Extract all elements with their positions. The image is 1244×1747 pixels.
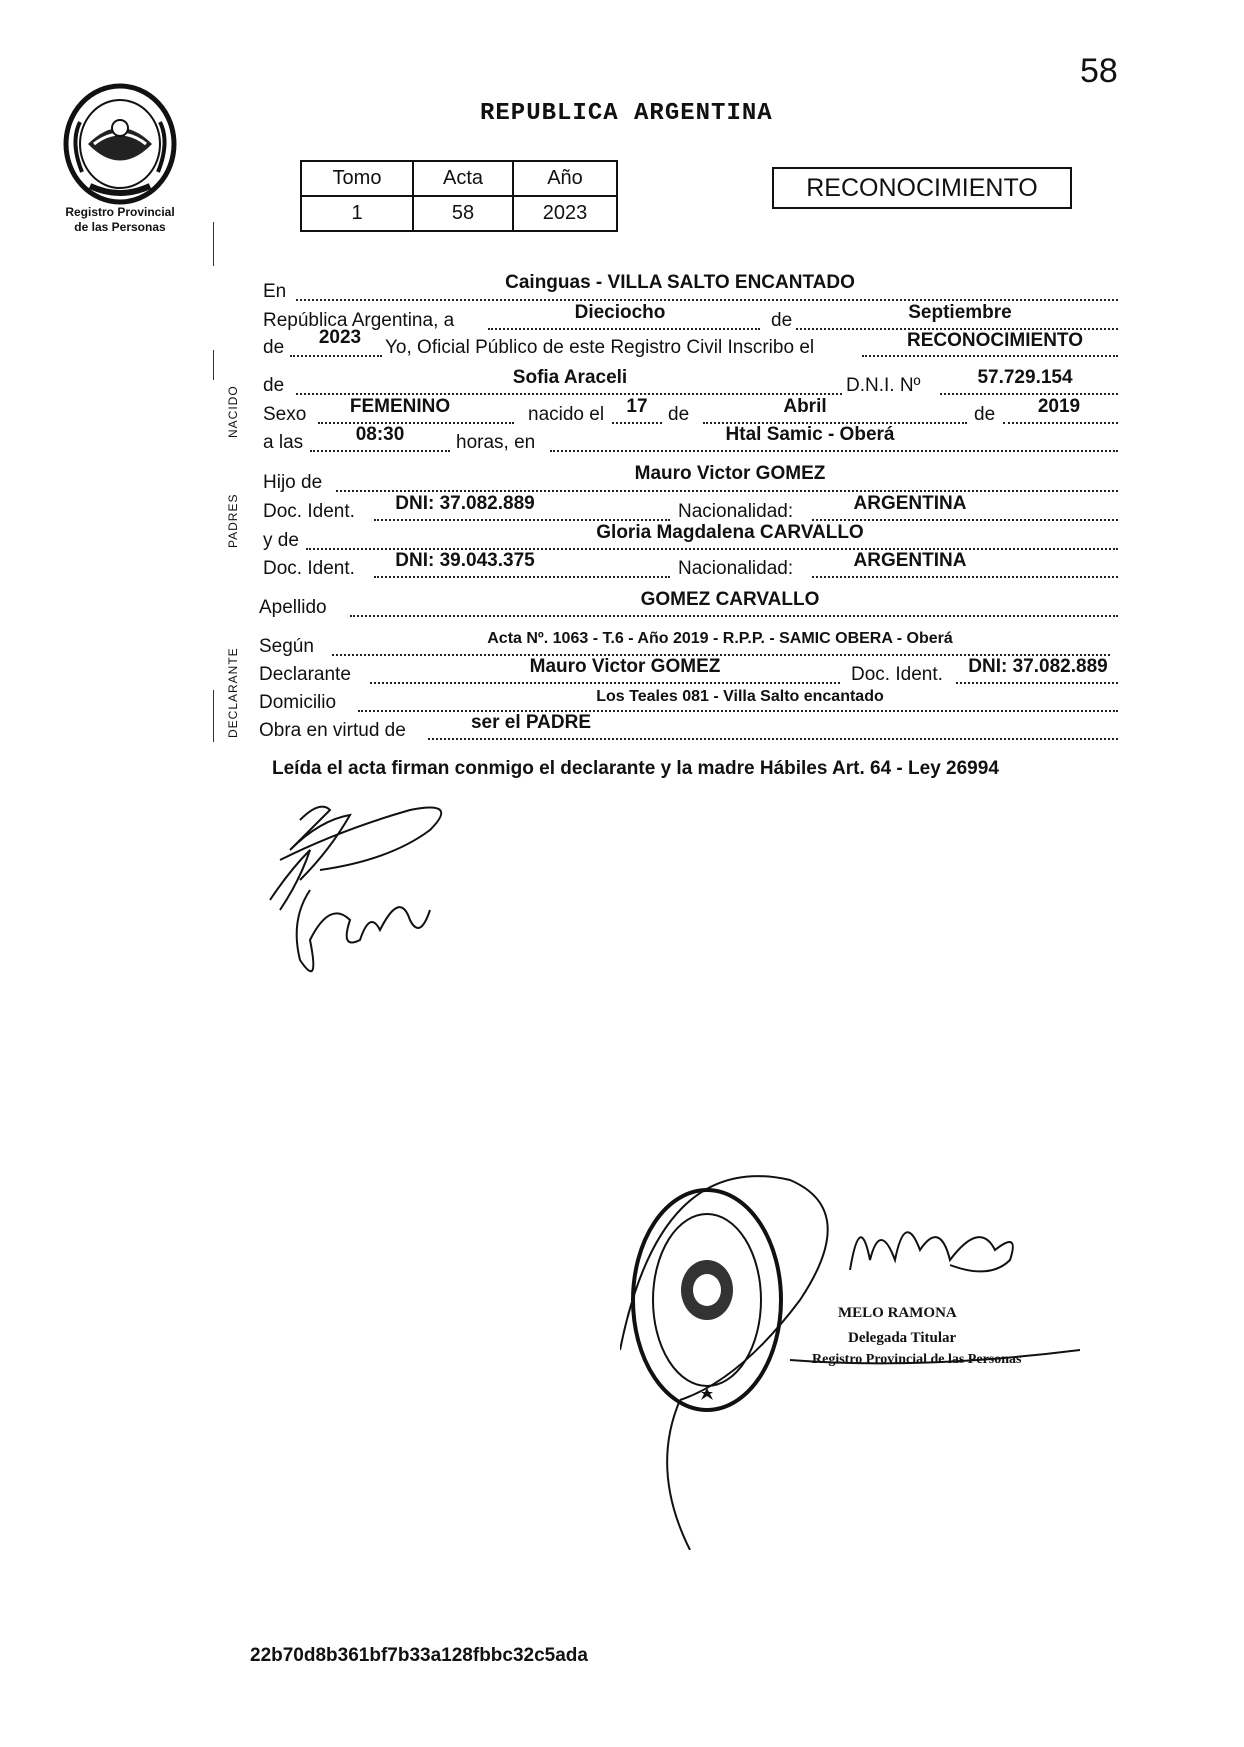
- misiones-coat-of-arms-logo: [60, 82, 180, 212]
- segun-value: Acta Nº. 1063 - T.6 - Año 2019 - R.P.P. - SAMIC OBERA - Oberá: [487, 630, 953, 647]
- apellido-label: Apellido: [259, 597, 327, 618]
- dotted-line: [1003, 422, 1118, 424]
- dotted-line: [336, 490, 1118, 492]
- dotted-line: [812, 519, 1118, 521]
- dotted-line: [612, 422, 662, 424]
- alas-label: a las: [263, 432, 304, 453]
- month-value: Septiembre: [908, 302, 1012, 323]
- official-office: Registro Provincial de las Personas: [812, 1352, 1022, 1367]
- mother-nat-value: ARGENTINA: [853, 550, 967, 571]
- hijo-label: Hijo de: [263, 472, 323, 493]
- day-value: Dieciocho: [574, 302, 666, 323]
- dotted-line: [488, 328, 760, 330]
- sexo-label: Sexo: [263, 404, 307, 425]
- birth-de-label: de: [668, 404, 690, 425]
- dotted-line: [296, 393, 842, 395]
- birth-month-value: Abril: [783, 396, 827, 417]
- value-tomo: 1: [301, 196, 413, 231]
- obra-value: ser el PADRE: [470, 712, 592, 733]
- closing-statement: Leída el acta firman conmigo el declarante y la madre Hábiles Art. 64 - Ley 26994: [272, 758, 999, 779]
- official-role: Delegada Titular: [848, 1330, 957, 1346]
- declarante-value: Mauro Victor GOMEZ: [529, 656, 721, 677]
- apellido-value: GOMEZ CARVALLO: [640, 589, 820, 610]
- domicilio-value: Los Teales 081 - Villa Salto encantado: [596, 688, 884, 705]
- father-doc-label: Doc. Ident.: [263, 501, 355, 522]
- dotted-line: [940, 393, 1118, 395]
- yde-label: y de: [263, 530, 299, 551]
- father-name-value: Mauro Victor GOMEZ: [634, 463, 826, 484]
- logo-caption: Registro Provincial de las Personas: [65, 205, 175, 234]
- mother-name-value: Gloria Magdalena CARVALLO: [596, 522, 864, 543]
- dotted-line: [812, 576, 1118, 578]
- mother-doc-label: Doc. Ident.: [263, 558, 355, 579]
- declarante-doc-value: DNI: 37.082.889: [968, 656, 1108, 677]
- dotted-line: [956, 682, 1118, 684]
- segun-label: Según: [259, 636, 314, 657]
- horas-label: horas, en: [456, 432, 536, 453]
- official-name: MELO RAMONA: [838, 1305, 957, 1321]
- mother-nat-label: Nacionalidad:: [678, 558, 794, 579]
- obra-label: Obra en virtud de: [259, 720, 406, 741]
- child-dni-value: 57.729.154: [977, 367, 1073, 388]
- declarante-doc-label: Doc. Ident.: [851, 664, 943, 685]
- dotted-line: [370, 682, 840, 684]
- section-label-padres: PADRES: [226, 493, 240, 548]
- dotted-line: [374, 519, 670, 521]
- page-number: 58: [1080, 52, 1118, 90]
- dotted-line: [862, 355, 1118, 357]
- dotted-line: [374, 576, 670, 578]
- registry-header-row: [301, 161, 617, 196]
- margin-bar: [213, 690, 214, 742]
- section-label-declarante: DECLARANTE: [226, 647, 240, 738]
- father-nat-value: ARGENTINA: [853, 493, 967, 514]
- year-prefix-label: de: [263, 337, 285, 358]
- year-value: 2023: [318, 327, 362, 348]
- month-de-label: de: [771, 310, 793, 331]
- birth-place-value: Htal Samic - Oberá: [725, 424, 895, 445]
- sexo-value: FEMENINO: [349, 396, 451, 417]
- declarante-label: Declarante: [259, 664, 351, 685]
- value-ano: 2023: [513, 196, 617, 231]
- father-doc-value: DNI: 37.082.889: [395, 493, 535, 514]
- republica-label: República Argentina, a: [263, 310, 455, 331]
- section-label-nacido: NACIDO: [226, 385, 240, 438]
- father-nat-label: Nacionalidad:: [678, 501, 794, 522]
- birth-de2-label: de: [974, 404, 996, 425]
- hour-value: 08:30: [355, 424, 405, 445]
- margin-bar: [213, 222, 214, 266]
- header-ano: Año: [513, 161, 617, 196]
- official-signature: [620, 1150, 1080, 1550]
- header-acta: Acta: [413, 161, 513, 196]
- birth-year-value: 2019: [1037, 396, 1081, 417]
- dotted-line: [428, 738, 1118, 740]
- document-hash: 22b70d8b361bf7b33a128fbbc32c5ada: [250, 1645, 588, 1666]
- mother-doc-value: DNI: 39.043.375: [395, 550, 535, 571]
- nacido-label: nacido el: [528, 404, 605, 425]
- header-tomo: Tomo: [301, 161, 413, 196]
- margin-bar: [213, 350, 214, 380]
- act-type-box: RECONOCIMIENTO: [772, 167, 1072, 209]
- dotted-line: [310, 450, 450, 452]
- name-de-label: de: [263, 375, 285, 396]
- location-value: Cainguas - VILLA SALTO ENCANTADO: [505, 272, 855, 293]
- dni-label: D.N.I. Nº: [846, 375, 921, 396]
- dotted-line: [290, 355, 382, 357]
- en-label: En: [263, 281, 287, 302]
- birth-day-value: 17: [626, 396, 648, 417]
- inscribo-text: Yo, Oficial Público de este Registro Civil Inscribo el: [385, 337, 815, 358]
- document-title: REPUBLICA ARGENTINA: [480, 100, 773, 127]
- dotted-line: [550, 450, 1118, 452]
- declarant-signature: [260, 790, 460, 1000]
- act-type-value: RECONOCIMIENTO: [907, 330, 1083, 351]
- dotted-line: [350, 615, 1118, 617]
- dotted-line: [296, 299, 1118, 301]
- registry-table: [300, 160, 618, 232]
- child-name-value: Sofia Araceli: [512, 367, 628, 388]
- domicilio-label: Domicilio: [259, 692, 337, 713]
- value-acta: 58: [413, 196, 513, 231]
- registry-value-row: [301, 196, 617, 231]
